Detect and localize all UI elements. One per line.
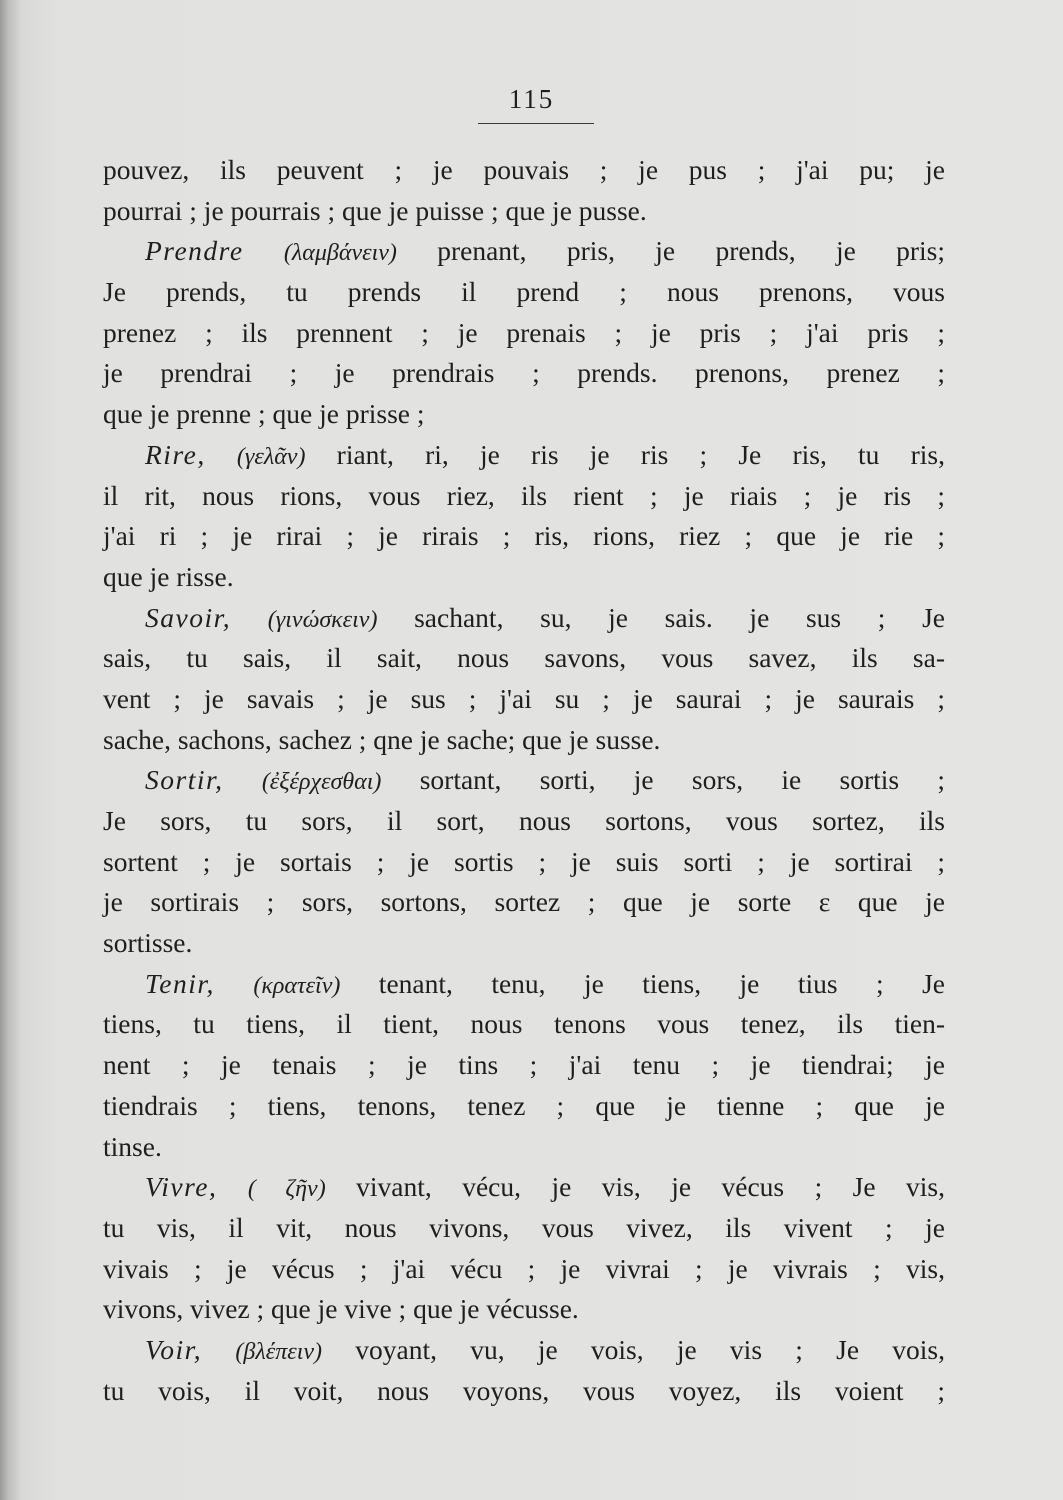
verb-entry-line (103, 1330, 945, 1371)
text-line (103, 842, 945, 883)
line-text: je prendrai ; je prendrais ; prends. prenons, prenez ; (103, 357, 945, 389)
line-text: vivais ; je vécus ; j'ai vécu ; je vivrai ; je vivrais ; vis, (103, 1252, 945, 1284)
line-text: j'ai ri ; je rirai ; je rirais ; ris, rions, riez ; que je rie ; (103, 520, 945, 552)
verb-headword: Voir, (145, 1333, 203, 1365)
line-text: Je prends, tu prends il prend ; nous prenons, vous (103, 276, 945, 308)
text-line (103, 638, 945, 679)
line-text: sachant, su, je sais. je sus ; Je (377, 601, 945, 633)
verb-entry-line (103, 598, 945, 639)
text-line (103, 882, 945, 923)
line-text: vivant, vécu, je vis, je vécus ; Je vis, (325, 1171, 946, 1203)
line-text: Je sors, tu sors, il sort, nous sortons, vous sortez, ils (103, 805, 945, 836)
text-line (103, 191, 945, 232)
verb-headword: Rire, (145, 438, 206, 470)
verb-headword: Tenir, (145, 967, 215, 999)
greek-translation: ( ζῆν) (247, 1176, 326, 1203)
text-line (103, 1127, 945, 1168)
greek-translation: (ἐξέρχεσθαι) (261, 769, 382, 796)
verb-headword: Vivre, (145, 1171, 218, 1203)
text-line (103, 1086, 945, 1127)
line-text: vivons, vivez ; que je vive ; que je vécusse. (103, 1293, 579, 1325)
text-line (103, 1289, 945, 1330)
line-text: nent ; je tenais ; je tins ; j'ai tenu ; je tiendrai; je (103, 1049, 945, 1081)
text-line (103, 272, 945, 313)
line-text: je sortirais ; sors, sortons, sortez ; que je sorte ε que je (103, 886, 945, 918)
line-text: il rit, nous rions, vous riez, ils rient ; je riais ; je ris ; (103, 479, 945, 511)
verb-headword: Prendre (145, 235, 244, 267)
line-text: tenant, tenu, je tiens, je tius ; Je (340, 967, 946, 999)
verb-entry-line (103, 964, 945, 1005)
line-text: sortisse. (103, 927, 193, 959)
line-text: sortent ; je sortais ; je sortis ; je suis sorti ; je sortirai ; (103, 845, 945, 877)
line-text: tu vis, il vit, nous vivons, vous vivez, ils vivent ; je (103, 1211, 945, 1243)
text-line (103, 923, 945, 964)
verb-headword: Savoir, (145, 601, 232, 633)
line-text: sais, tu sais, il sait, nous savons, vous savez, ils sa- (103, 642, 945, 674)
line-text: pouvez, ils peuvent ; je pouvais ; je pus ; j'ai pu; je (103, 154, 945, 185)
verb-entry-line (103, 760, 945, 801)
greek-translation: (βλέπειν) (235, 1338, 323, 1365)
verb-entry-line (103, 231, 945, 272)
text-line (103, 801, 945, 842)
text-line (103, 1249, 945, 1290)
greek-translation: (λαμβάνειν) (283, 240, 397, 267)
text-line (103, 1004, 945, 1045)
text-line (103, 1208, 945, 1249)
line-text: tu vois, il voit, nous voyons, vous voyez, ils voient ; (103, 1374, 945, 1406)
text-line (103, 313, 945, 354)
text-line (103, 720, 945, 761)
text-line (103, 1045, 945, 1086)
line-text: riant, ri, je ris je ris ; Je ris, tu ris, (305, 438, 945, 470)
line-text: vent ; je savais ; je sus ; j'ai su ; je saurai ; je saurais ; (103, 682, 945, 714)
verb-entry-line (103, 1167, 945, 1208)
page-number: 115 (508, 84, 555, 114)
line-text: pourrai ; je pourrais ; que je puisse ; que je pusse. (103, 194, 647, 226)
line-text: sache, sachons, sachez ; qne je sache; que je susse. (103, 723, 661, 755)
line-text: tinse. (103, 1130, 162, 1162)
line-text: sortant, sorti, je sors, ie sortis ; (381, 764, 946, 796)
text-line (103, 557, 945, 598)
text-line (103, 679, 945, 720)
line-text: voyant, vu, je vois, je vis ; Je vois, (322, 1333, 946, 1365)
body-text (103, 150, 945, 1411)
text-line (103, 353, 945, 394)
text-line (103, 150, 945, 191)
text-line (103, 394, 945, 435)
text-line (103, 476, 945, 517)
line-text: que je prenne ; que je prisse ; (103, 398, 425, 430)
greek-translation: (γελᾶν) (236, 443, 306, 470)
line-text: que je risse. (103, 560, 234, 592)
text-line (103, 1371, 945, 1412)
line-text: tiens, tu tiens, il tient, nous tenons vous tenez, ils tien- (103, 1008, 945, 1040)
line-text: tiendrais ; tiens, tenons, tenez ; que je tienne ; que je (103, 1089, 945, 1121)
verb-entry-line (103, 435, 945, 476)
greek-translation: (γινώσκειν) (267, 606, 378, 633)
greek-translation: (κρατεῖν) (253, 972, 341, 999)
line-text: prenez ; ils prennent ; je prenais ; je pris ; j'ai pris ; (103, 316, 945, 348)
page-number-rule (478, 123, 594, 124)
text-line (103, 516, 945, 557)
verb-headword: Sortir, (145, 764, 224, 796)
line-text: prenant, pris, je prends, je pris; (396, 235, 946, 267)
